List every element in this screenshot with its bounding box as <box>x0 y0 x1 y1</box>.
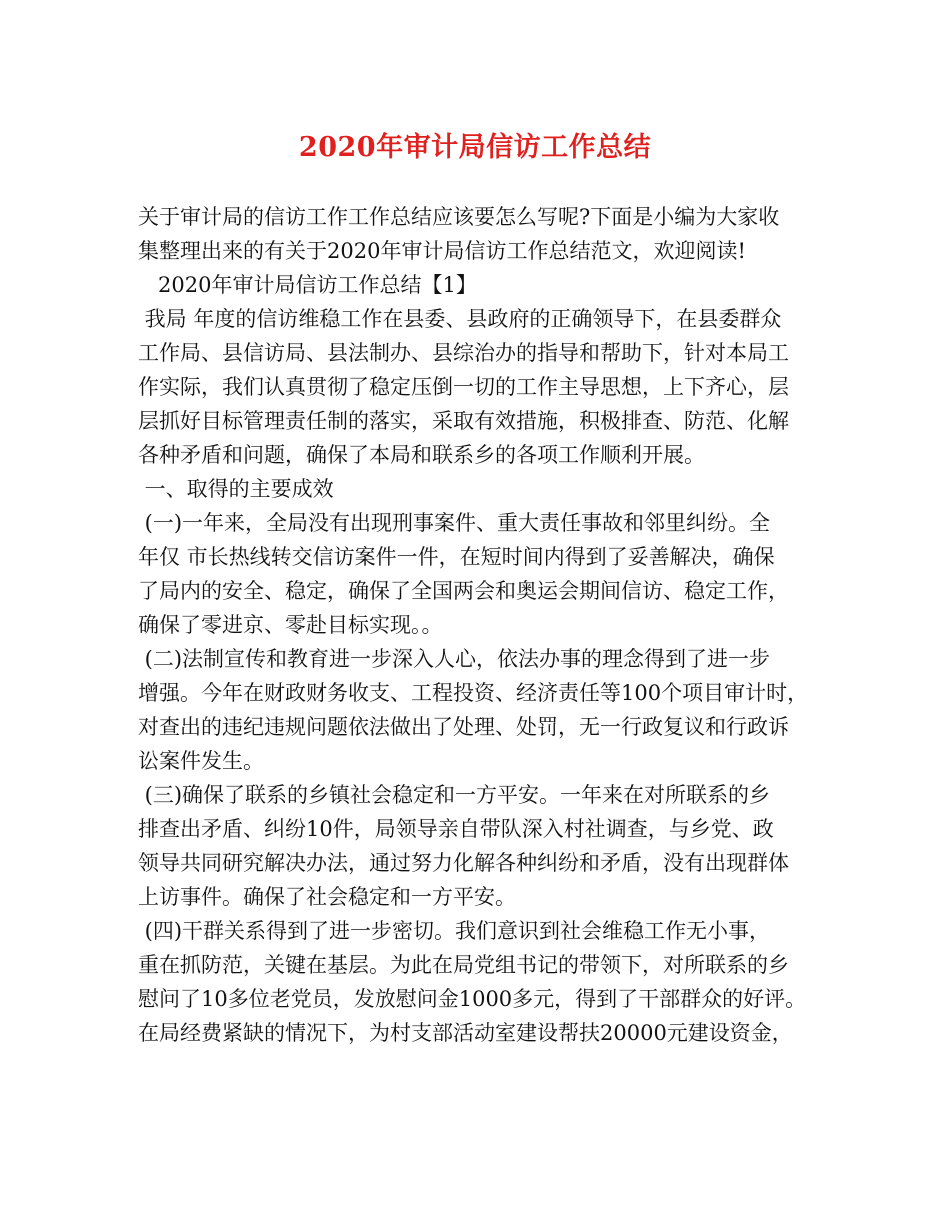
section-heading: 一、取得的主要成效 <box>138 477 334 501</box>
body-line: (三)确保了联系的乡镇社会稳定和一方平安。一年来在对所联系的乡 <box>138 783 771 807</box>
body-line: 集整理出来的有关于2020年审计局信访工作总结范文，欢迎阅读! <box>138 239 746 263</box>
body-line: 排查出矛盾、纠纷10件，局领导亲自带队深入村社调查，与乡党、政 <box>138 817 774 841</box>
document-title: 2020年审计局信访工作总结 <box>298 132 652 163</box>
body-line: 慰问了10多位老党员，发放慰问金1000多元，得到了干部群众的好评。 <box>138 987 807 1011</box>
section-heading: 2020年审计局信访工作总结【1】 <box>138 273 477 297</box>
body-line: 关于审计局的信访工作工作总结应该要怎么写呢?下面是小编为大家收 <box>138 205 780 229</box>
body-line: 工作局、县信访局、县法制办、县综治办的指导和帮助下，针对本局工 <box>138 341 789 365</box>
body-line: 重在抓防范，关键在基层。为此在局党组书记的带领下，对所联系的乡 <box>138 953 789 977</box>
body-line: 年仅 市长热线转交信访案件一件，在短时间内得到了妥善解决，确保 <box>138 545 775 569</box>
body-line: 讼案件发生。 <box>138 749 264 773</box>
body-line: (四)干群关系得到了进一步密切。我们意识到社会维稳工作无小事， <box>138 919 771 943</box>
body-line: (二)法制宣传和教育进一步深入人心，依法办事的理念得到了进一步 <box>138 647 771 671</box>
body-line: 了局内的安全、稳定，确保了全国两会和奥运会期间信访、稳定工作， <box>138 579 789 603</box>
body-line: 确保了零进京、零赴目标实现。。 <box>138 613 443 637</box>
document-body <box>138 200 818 1050</box>
body-line: 在局经费紧缺的情况下，为村支部活动室建设帮扶20000元建设资金， <box>138 1021 793 1045</box>
body-line: 作实际，我们认真贯彻了稳定压倒一切的工作主导思想，上下齐心，层 <box>138 375 789 399</box>
body-line: 我局 年度的信访维稳工作在县委、县政府的正确领导下，在县委群众 <box>138 307 782 331</box>
body-line: 领导共同研究解决办法，通过努力化解各种纠纷和矛盾，没有出现群体 <box>138 851 789 875</box>
body-line: 层抓好目标管理责任制的落实，采取有效措施，积极排查、防范、化解 <box>138 409 789 433</box>
body-line: 增强。今年在财政财务收支、工程投资、经济责任等100个项目审计时， <box>138 681 809 705</box>
body-line: 上访事件。确保了社会稳定和一方平安。 <box>138 885 516 909</box>
body-line: 对查出的违纪违规问题依法做出了处理、处罚，无一行政复议和行政诉 <box>138 715 789 739</box>
body-line: (一)一年来，全局没有出现刑事案件、重大责任事故和邻里纠纷。全 <box>138 511 771 535</box>
body-line: 各种矛盾和问题，确保了本局和联系乡的各项工作顺利开展。 <box>138 443 705 467</box>
